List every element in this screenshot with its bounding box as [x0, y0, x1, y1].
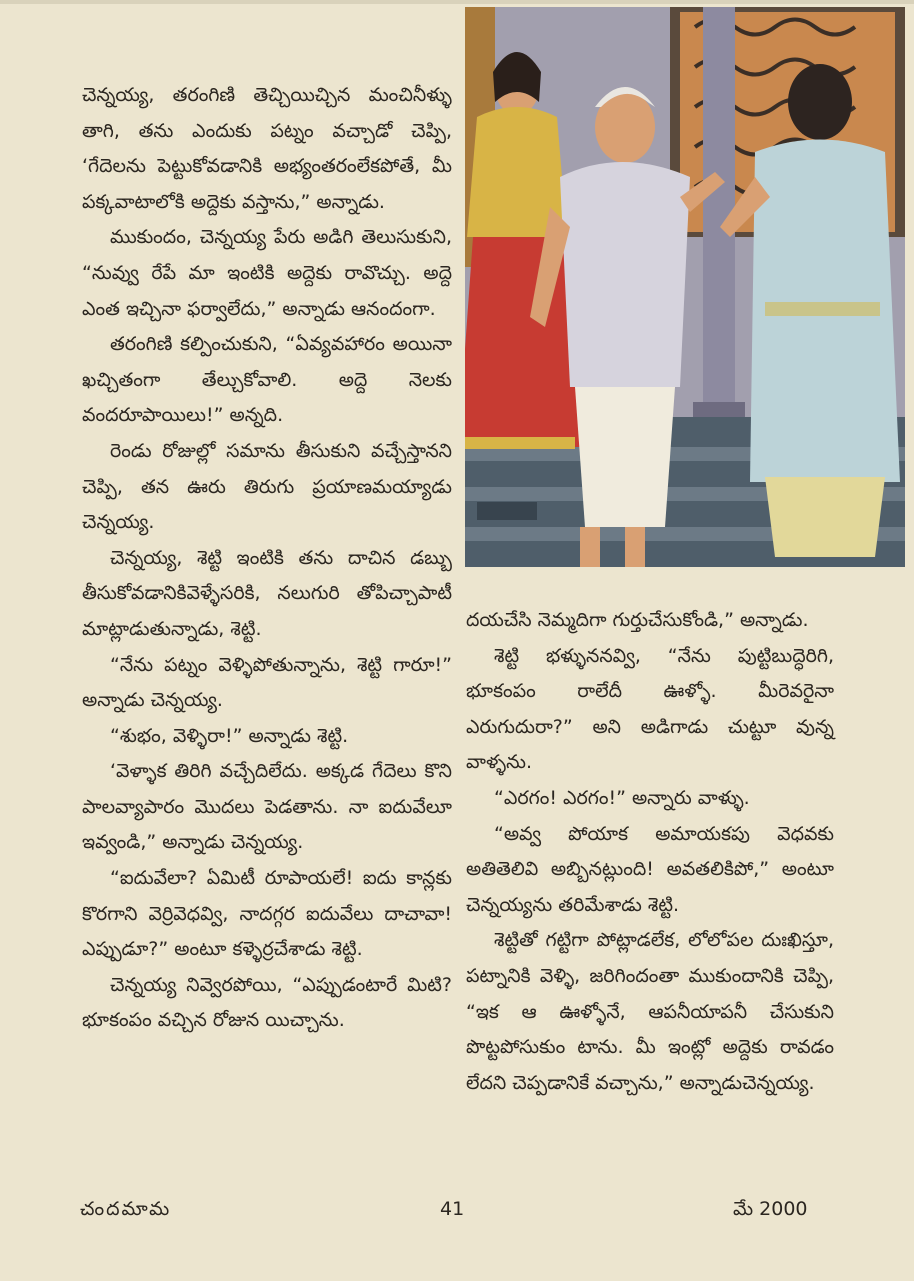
paragraph: తరంగిణి కల్పించుకుని, “ఏవ్యవహారం అయినా ఖచ్చితంగా తేల్చుకోవాలి. అద్దె నెలకు వందరూపాయిలు!” అన్నది. — [82, 333, 452, 427]
paragraph: దయచేసి నెమ్మదిగా గుర్తుచేసుకోండి,” అన్నాడు. — [466, 609, 809, 631]
paragraph: “ఐదువేలా? ఏమిటీ రూపాయలే! ఐదు కాన్లకు కొరగాని వెర్రివెధవ్వి, నాదగ్గర ఐదువేలు దాచావా! ఎప్పుడూ?” అంటూ కళ్ళెర్రచేశాడు శెట్టి. — [82, 867, 452, 961]
paragraph: “అవ్వ పోయాక అమాయకపు వెధవకు అతితెలివి అబ్బినట్లుంది! అవతలికిపో,” అంటూ చెన్నయ్యను తరిమేశాడు శెట్టి. — [466, 822, 834, 916]
paragraph: శెట్టి భళ్ళుననవ్వి, “నేను పుట్టిబుద్ధెరిగి, భూకంపం రాలేదీ ఊళ్ళో. మీరెవరైనా ఎరుగుదురా?” అని అడిగాడు చుట్టూ వున్న వాళ్ళను. — [466, 644, 834, 774]
paragraph: “శుభం, వెళ్ళిరా!” అన్నాడు శెట్టి. — [110, 724, 349, 747]
paragraph: “ఎరగం! ఎరగం!” అన్నారు వాళ్ళు. — [494, 786, 750, 809]
magazine-name: చందమామ — [80, 1198, 172, 1220]
paragraph: ‘వెళ్ళాక తిరిగి వచ్చేదిలేదు. అక్కడ గేదెలు కొని పాలవ్యాపారం మొదలు పెడతాను. నా ఐదువేలూ ఇవ్వండి,” అన్నాడు చెన్నయ్య. — [82, 760, 452, 854]
right-text-column — [466, 603, 834, 1101]
left-text-column — [82, 78, 452, 1039]
story-illustration — [465, 7, 905, 567]
paragraph: శెట్టితో గట్టిగా పోట్లాడలేక, లోలోపల దుఃఖిస్తూ, పట్నానికి వెళ్ళి, జరిగిందంతా ముకుందానికి చెప్పి, “ఇక ఆ ఊళ్ళోనే, ఆపనీయాపనీ చేసుకుని పొట్టపోసుకుం టాను. మీ ఇంట్లో అద్దెకు రావడం లేదని చెప్పడానికే వచ్చాను,” అన్నాడుచెన్నయ్య. — [466, 929, 834, 1094]
issue-date: మే 2000 — [733, 1198, 808, 1220]
paragraph: చెన్నయ్య, శెట్టి ఇంటికి తను దాచిన డబ్బు తీసుకోవడానికివెళ్ళేసరికి, నలుగురి తోపిచ్చాపాటీ మాట్లాడుతున్నాడు, శెట్టి. — [82, 546, 452, 640]
paragraph: రెండు రోజుల్లో సమాను తీసుకుని వచ్చేస్తానని చెప్పి, తన ఊరు తిరుగు ప్రయాణమయ్యాడు చెన్నయ్య. — [82, 439, 452, 534]
paragraph: చెన్నయ్య, తరంగిణి తెచ్చియిచ్చిన మంచినీళ్ళు తాగి, తను ఎందుకు పట్నం వచ్చాడో చెప్పి, ‘గేదెలను పెట్టుకోవడానికి అభ్యంతరంలేకపోతే, మీ పక్కవాటాలోకి అద్దెకు వస్తాను,” అన్నాడు. — [82, 84, 452, 213]
page-number: 41 — [440, 1198, 465, 1220]
paragraph: ముకుందం, చెన్నయ్య పేరు అడిగి తెలుసుకుని, “నువ్వు రేపే మా ఇంటికి అద్దెకు రావొచ్చు. అద్దె ఎంత ఇచ్చినా ఫర్వాలేదు,” అన్నాడు ఆనందంగా. — [82, 226, 452, 320]
top-edge — [0, 0, 914, 4]
paragraph: చెన్నయ్య నివ్వెరపోయి, “ఎప్పుడంటారే మిటి? భూకంపం వచ్చిన రోజున యిచ్చాను. — [82, 973, 452, 1032]
paragraph: “నేను పట్నం వెళ్ళిపోతున్నాను, శెట్టి గారూ!” అన్నాడు చెన్నయ్య. — [82, 653, 452, 712]
